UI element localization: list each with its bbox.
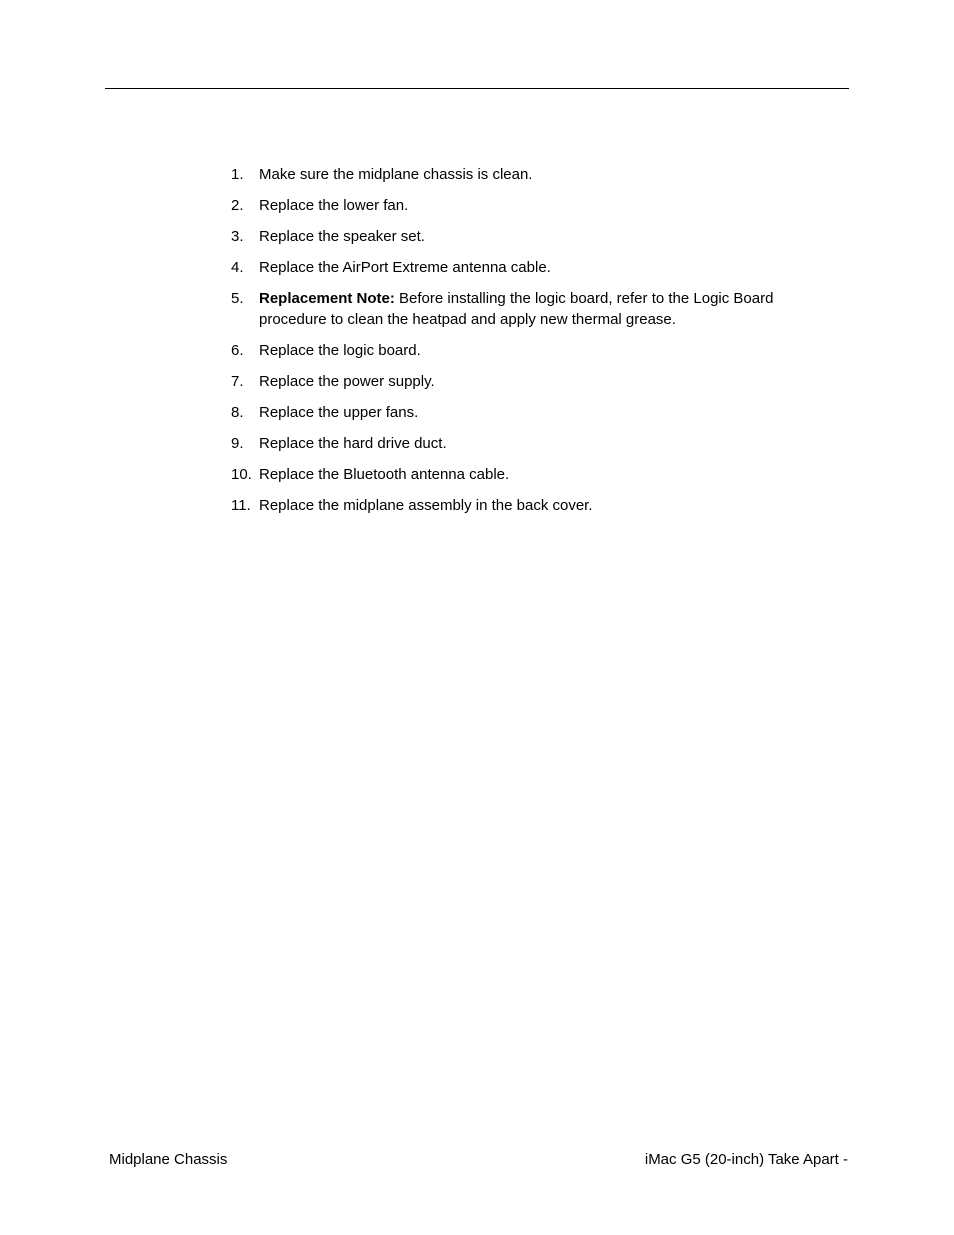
step-text: Replace the midplane assembly in the back cover. bbox=[259, 497, 593, 514]
step-number: 2. bbox=[231, 197, 244, 214]
step-number: 7. bbox=[231, 373, 244, 390]
replacement-note-text: Before installing the logic board, refer to the Logic Board procedure to clean the heatpad and apply new thermal grease. bbox=[259, 290, 774, 328]
step-item bbox=[231, 195, 811, 216]
step-number: 3. bbox=[231, 228, 244, 245]
footer-document-title: iMac G5 (20-inch) Take Apart - bbox=[644, 1151, 848, 1168]
footer-section-title: Midplane Chassis bbox=[109, 1151, 228, 1168]
step-item bbox=[231, 340, 811, 361]
step-number: 5. bbox=[231, 290, 244, 307]
step-item bbox=[231, 257, 811, 278]
step-number: 1. bbox=[231, 166, 244, 183]
step-text: Replace the Bluetooth antenna cable. bbox=[259, 466, 510, 483]
step-text: Make sure the midplane chassis is clean. bbox=[259, 166, 533, 183]
step-text: Replace the hard drive duct. bbox=[259, 435, 447, 452]
step-number: 10. bbox=[231, 466, 252, 483]
step-item bbox=[231, 226, 811, 247]
replacement-note-label: Replacement Note: bbox=[259, 290, 395, 307]
step-item-note bbox=[231, 288, 811, 330]
step-text: Replace the speaker set. bbox=[259, 228, 425, 245]
header-rule bbox=[105, 88, 849, 89]
step-item bbox=[231, 464, 811, 485]
step-text: Replace the power supply. bbox=[259, 373, 435, 390]
replacement-steps-list bbox=[231, 164, 811, 526]
step-text: Replace the lower fan. bbox=[259, 197, 409, 214]
step-text: Replace the logic board. bbox=[259, 342, 421, 359]
step-number: 11. bbox=[231, 497, 251, 514]
step-number: 4. bbox=[231, 259, 244, 276]
step-item bbox=[231, 495, 811, 516]
step-text: Replace the upper fans. bbox=[259, 404, 419, 421]
step-item bbox=[231, 433, 811, 454]
step-note-body bbox=[259, 288, 811, 330]
step-item bbox=[231, 164, 811, 185]
step-text: Replace the AirPort Extreme antenna cable. bbox=[259, 259, 551, 276]
step-number: 6. bbox=[231, 342, 244, 359]
step-item bbox=[231, 402, 811, 423]
step-item bbox=[231, 371, 811, 392]
step-number: 9. bbox=[231, 435, 244, 452]
step-number: 8. bbox=[231, 404, 244, 421]
